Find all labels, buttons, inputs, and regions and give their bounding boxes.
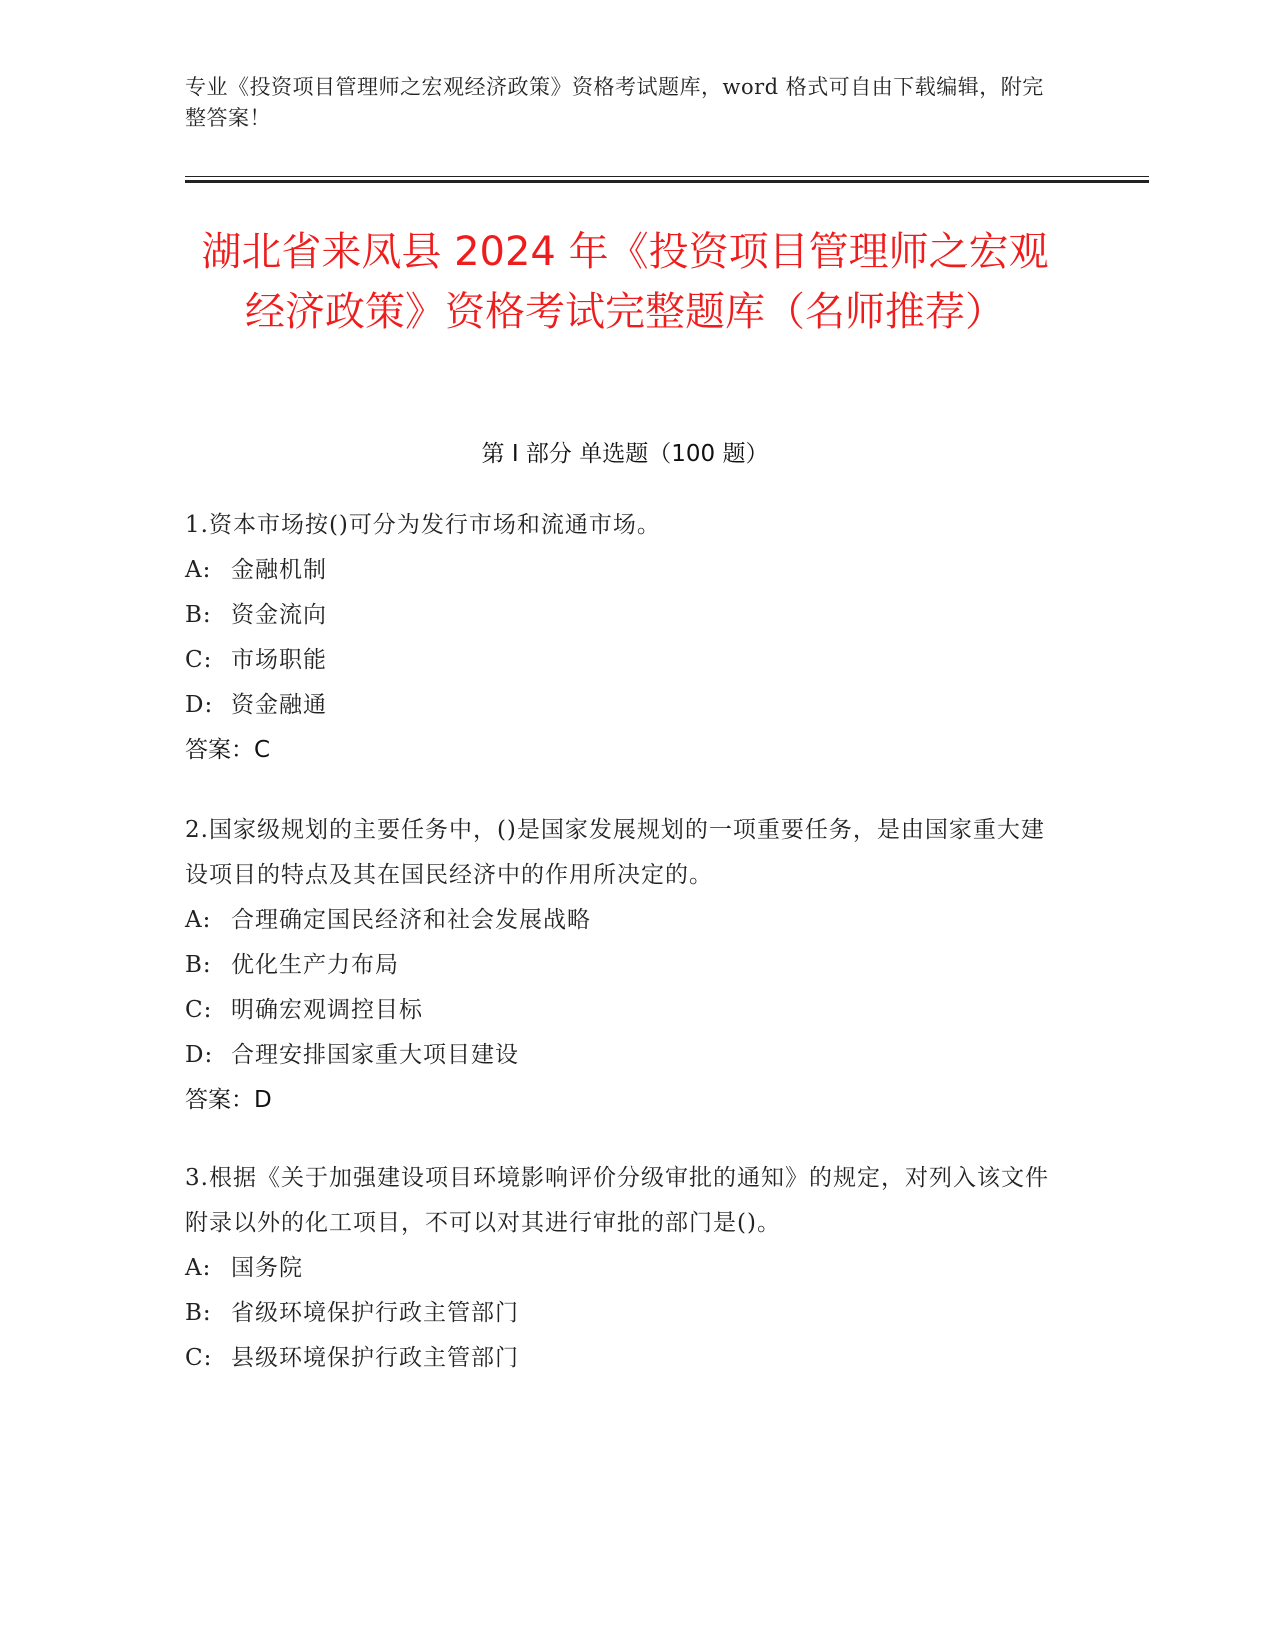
- option-text: 明确宏观调控目标: [231, 997, 423, 1023]
- option-key: B:: [185, 952, 212, 978]
- question-3: [185, 1156, 1065, 1381]
- option-key: A:: [185, 1255, 212, 1281]
- option-c: [185, 988, 1065, 1033]
- question-2: [185, 808, 1065, 1123]
- option-c: [185, 1336, 1065, 1381]
- question-stem: 3.根据《关于加强建设项目环境影响评价分级审批的通知》的规定，对列入该文件附录以外的化工项目，不可以对其进行审批的部门是()。: [185, 1165, 1049, 1236]
- option-key: D:: [185, 692, 214, 718]
- option-b: [185, 943, 1065, 988]
- option-a: [185, 898, 1065, 943]
- option-a: [185, 1246, 1065, 1291]
- option-text: 资金融通: [231, 692, 327, 718]
- option-key: C:: [185, 1345, 213, 1371]
- option-a: [185, 548, 1065, 593]
- option-text: 县级环境保护行政主管部门: [231, 1345, 519, 1371]
- answer: 答案：D: [185, 1087, 272, 1113]
- option-text: 市场职能: [231, 647, 327, 673]
- section-title: 第 I 部分 单选题（100 题）: [481, 441, 769, 467]
- option-key: D:: [185, 1042, 214, 1068]
- header-divider-thick: [185, 180, 1149, 183]
- option-key: B:: [185, 1300, 212, 1326]
- option-text: 金融机制: [231, 557, 327, 583]
- option-key: B:: [185, 602, 212, 628]
- question-1: [185, 503, 1065, 773]
- option-d: [185, 683, 1065, 728]
- option-c: [185, 638, 1065, 683]
- answer: 答案：C: [185, 737, 271, 763]
- option-b: [185, 1291, 1065, 1336]
- header-divider-thin: [185, 176, 1149, 177]
- option-d: [185, 1033, 1065, 1078]
- option-key: C:: [185, 997, 213, 1023]
- option-text: 合理安排国家重大项目建设: [231, 1042, 519, 1068]
- option-b: [185, 593, 1065, 638]
- question-stem: 2.国家级规划的主要任务中，()是国家发展规划的一项重要任务，是由国家重大建设项目的特点及其在国民经济中的作用所决定的。: [185, 817, 1045, 888]
- option-key: C:: [185, 647, 213, 673]
- question-stem: 1.资本市场按()可分为发行市场和流通市场。: [185, 512, 661, 538]
- option-text: 优化生产力布局: [231, 952, 399, 978]
- option-text: 合理确定国民经济和社会发展战略: [231, 907, 591, 933]
- option-key: A:: [185, 557, 212, 583]
- option-text: 资金流向: [231, 602, 327, 628]
- document-title: 湖北省来凤县 2024 年《投资项目管理师之宏观经济政策》资格考试完整题库（名师推荐）: [201, 229, 1049, 335]
- option-text: 省级环境保护行政主管部门: [231, 1300, 519, 1326]
- header-note: 专业《投资项目管理师之宏观经济政策》资格考试题库，word 格式可自由下载编辑，附完整答案！: [185, 75, 1044, 130]
- option-text: 国务院: [231, 1255, 303, 1281]
- option-key: A:: [185, 907, 212, 933]
